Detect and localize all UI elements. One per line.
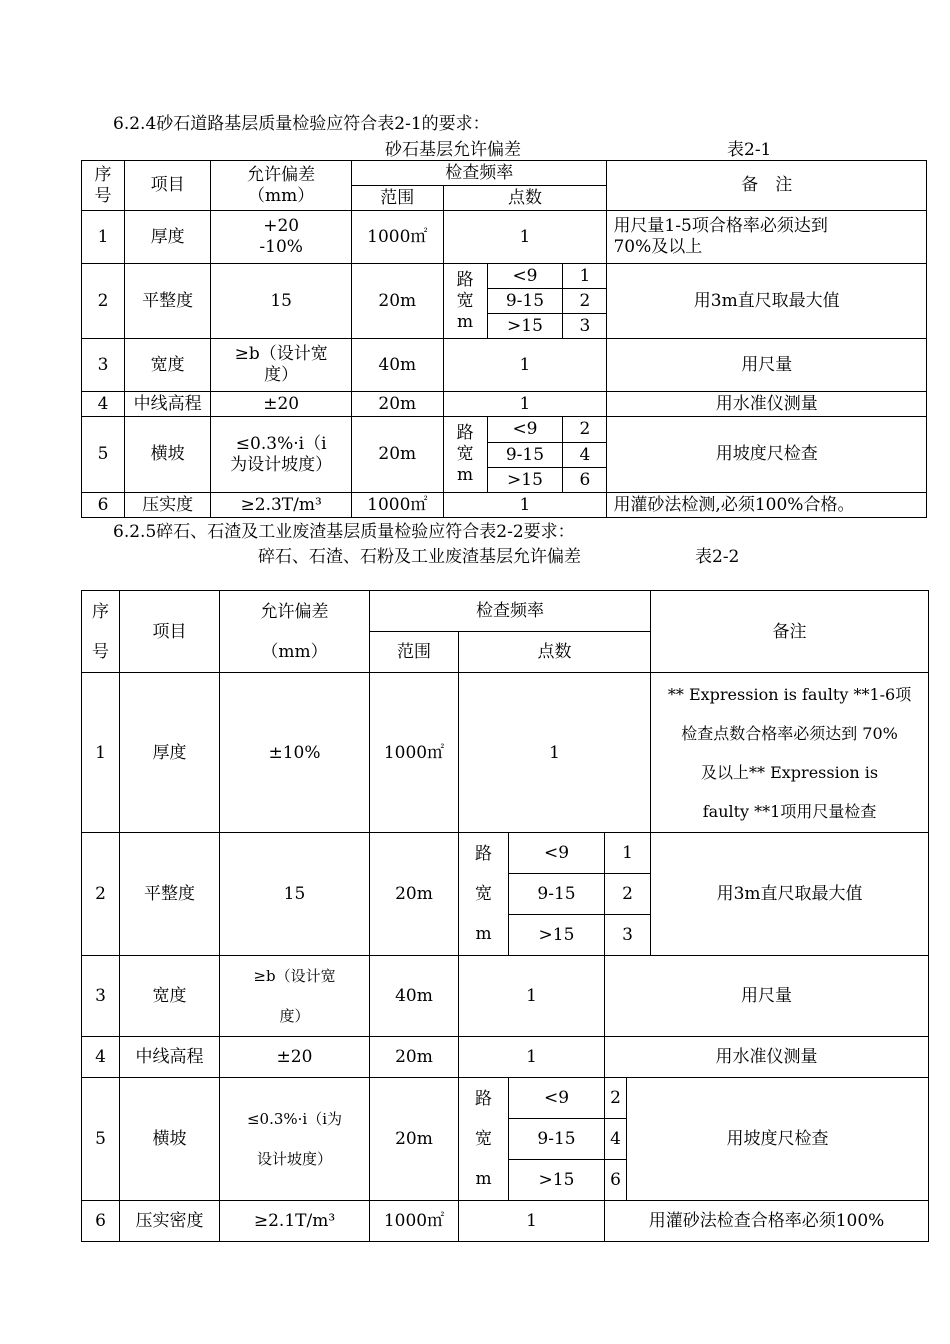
row-points: 1 [443, 392, 607, 417]
row-range: 20m [370, 833, 459, 956]
row-tolerance: 15 [211, 264, 352, 339]
row-tolerance: ≤0.3%·i（i为 设计坡度） [220, 1078, 370, 1201]
row-item: 横坡 [120, 1078, 220, 1201]
header-seq: 序 号 [82, 591, 120, 673]
point-count: 2 [563, 417, 607, 443]
row-note: 用水准仪测量 [607, 392, 927, 417]
row-points: 1 [443, 211, 607, 264]
row-note: 用坡度尺检查 [607, 417, 927, 493]
row-note: 用尺量1-5项合格率必须达到 70%及以上 [607, 211, 927, 264]
row-points: 1 [459, 1037, 605, 1078]
width-range: >15 [487, 468, 563, 493]
point-count: 2 [563, 289, 607, 314]
row-note: 用水准仪测量 [605, 1037, 929, 1078]
row-no: 1 [82, 673, 120, 833]
road-width-label: 路 宽 m [459, 833, 509, 956]
point-count: 1 [605, 833, 651, 874]
table-row [82, 1037, 929, 1078]
row-points: 1 [459, 1201, 605, 1242]
header-tolerance: 允许偏差 （mm） [220, 591, 370, 673]
header-tolerance: 允许偏差 （mm） [211, 161, 352, 211]
table-2-1 [81, 160, 927, 518]
header-points: 点数 [443, 186, 607, 211]
header-item: 项目 [120, 591, 220, 673]
width-range: <9 [509, 1078, 605, 1119]
width-range: 9-15 [487, 289, 563, 314]
row-item: 中线高程 [125, 392, 211, 417]
row-note: 用灌砂法检查合格率必须100% [605, 1201, 929, 1242]
table1-title: 砂石基层允许偏差 [385, 140, 521, 160]
row-no: 3 [82, 339, 125, 392]
row-range: 20m [370, 1037, 459, 1078]
road-width-label: 路 宽 m [443, 264, 487, 339]
row-item: 压实密度 [120, 1201, 220, 1242]
width-range: >15 [509, 915, 605, 956]
row-no: 5 [82, 417, 125, 493]
header-frequency: 检查频率 [370, 591, 651, 632]
row-no: 3 [82, 956, 120, 1037]
table-row [82, 493, 927, 518]
row-points: 1 [443, 493, 607, 518]
table-row [82, 264, 927, 289]
header-frequency: 检查频率 [352, 161, 607, 186]
row-item: 平整度 [125, 264, 211, 339]
table-row [82, 392, 927, 417]
row-tolerance: ≤0.3%·i（i 为设计坡度） [211, 417, 352, 493]
table-row [82, 673, 929, 833]
row-no: 4 [82, 392, 125, 417]
width-range: >15 [487, 314, 563, 339]
row-no: 1 [82, 211, 125, 264]
width-range: >15 [509, 1160, 605, 1201]
row-range: 20m [370, 1078, 459, 1201]
width-range: <9 [487, 417, 563, 443]
header-points: 点数 [459, 632, 651, 673]
row-no: 2 [82, 264, 125, 339]
row-points: 1 [459, 673, 651, 833]
row-range: 40m [352, 339, 443, 392]
row-item: 中线高程 [120, 1037, 220, 1078]
row-item: 厚度 [125, 211, 211, 264]
row-no: 4 [82, 1037, 120, 1078]
table2-title: 碎石、石渣、石粉及工业废渣基层允许偏差 [258, 547, 581, 567]
table-row [82, 956, 929, 1037]
row-tolerance: ≥b（设计宽 度） [220, 956, 370, 1037]
table1-number: 表2-1 [727, 140, 772, 160]
road-width-label: 路 宽 m [443, 417, 487, 493]
table-row [82, 211, 927, 264]
table-row [82, 1201, 929, 1242]
point-count: 6 [605, 1160, 627, 1201]
header-range: 范围 [352, 186, 443, 211]
row-range: 1000㎡ [370, 1201, 459, 1242]
row-item: 宽度 [120, 956, 220, 1037]
point-count: 4 [605, 1119, 627, 1160]
point-count: 3 [605, 915, 651, 956]
width-range: 9-15 [509, 874, 605, 915]
point-count: 2 [605, 1078, 627, 1119]
table-row [82, 833, 929, 874]
row-item: 平整度 [120, 833, 220, 956]
table2-number: 表2-2 [695, 547, 740, 567]
row-item: 横坡 [125, 417, 211, 493]
row-tolerance: +20 -10% [211, 211, 352, 264]
row-range: 20m [352, 417, 443, 493]
row-tolerance: ≥2.3T/m³ [211, 493, 352, 518]
table-row [82, 1078, 929, 1119]
header-item: 项目 [125, 161, 211, 211]
row-no: 6 [82, 1201, 120, 1242]
row-item: 压实度 [125, 493, 211, 518]
row-tolerance: ±20 [211, 392, 352, 417]
row-note: 用坡度尺检查 [627, 1078, 929, 1201]
point-count: 4 [563, 443, 607, 468]
width-range: <9 [509, 833, 605, 874]
row-range: 1000㎡ [352, 493, 443, 518]
row-range: 1000㎡ [352, 211, 443, 264]
width-range: 9-15 [509, 1119, 605, 1160]
road-width-label: 路 宽 m [459, 1078, 509, 1201]
point-count: 1 [563, 264, 607, 289]
row-note: 用尺量 [607, 339, 927, 392]
point-count: 3 [563, 314, 607, 339]
row-range: 20m [352, 392, 443, 417]
width-range: 9-15 [487, 443, 563, 468]
section2-heading: 6.2.5碎石、石渣及工业废渣基层质量检验应符合表2-2要求： [113, 522, 575, 542]
header-note: 备注 [651, 591, 929, 673]
row-no: 6 [82, 493, 125, 518]
row-no: 5 [82, 1078, 120, 1201]
row-note: 用3m直尺取最大值 [651, 833, 929, 956]
row-tolerance: ≥2.1T/m³ [220, 1201, 370, 1242]
header-note: 备 注 [607, 161, 927, 211]
row-no: 2 [82, 833, 120, 956]
row-note: 用尺量 [605, 956, 929, 1037]
row-points: 1 [443, 339, 607, 392]
width-range: <9 [487, 264, 563, 289]
row-tolerance: ±10% [220, 673, 370, 833]
row-range: 1000㎡ [370, 673, 459, 833]
row-tolerance: ±20 [220, 1037, 370, 1078]
row-note: 用3m直尺取最大值 [607, 264, 927, 339]
row-note: 用灌砂法检测,必须100%合格。 [607, 493, 927, 518]
row-tolerance: ≥b（设计宽 度） [211, 339, 352, 392]
point-count: 2 [605, 874, 651, 915]
row-item: 厚度 [120, 673, 220, 833]
table-row [82, 417, 927, 443]
table-row [82, 339, 927, 392]
row-range: 40m [370, 956, 459, 1037]
point-count: 6 [563, 468, 607, 493]
row-tolerance: 15 [220, 833, 370, 956]
section1-heading: 6.2.4砂石道路基层质量检验应符合表2-1的要求： [113, 114, 490, 134]
row-item: 宽度 [125, 339, 211, 392]
table-2-2 [81, 590, 929, 1242]
header-seq: 序 号 [82, 161, 125, 211]
row-points: 1 [459, 956, 605, 1037]
header-range: 范围 [370, 632, 459, 673]
row-range: 20m [352, 264, 443, 339]
row-note: ** Expression is faulty **1-6项 检查点数合格率必须达到 70% 及以上** Expression is faulty **1项用尺量检查 [651, 673, 929, 833]
